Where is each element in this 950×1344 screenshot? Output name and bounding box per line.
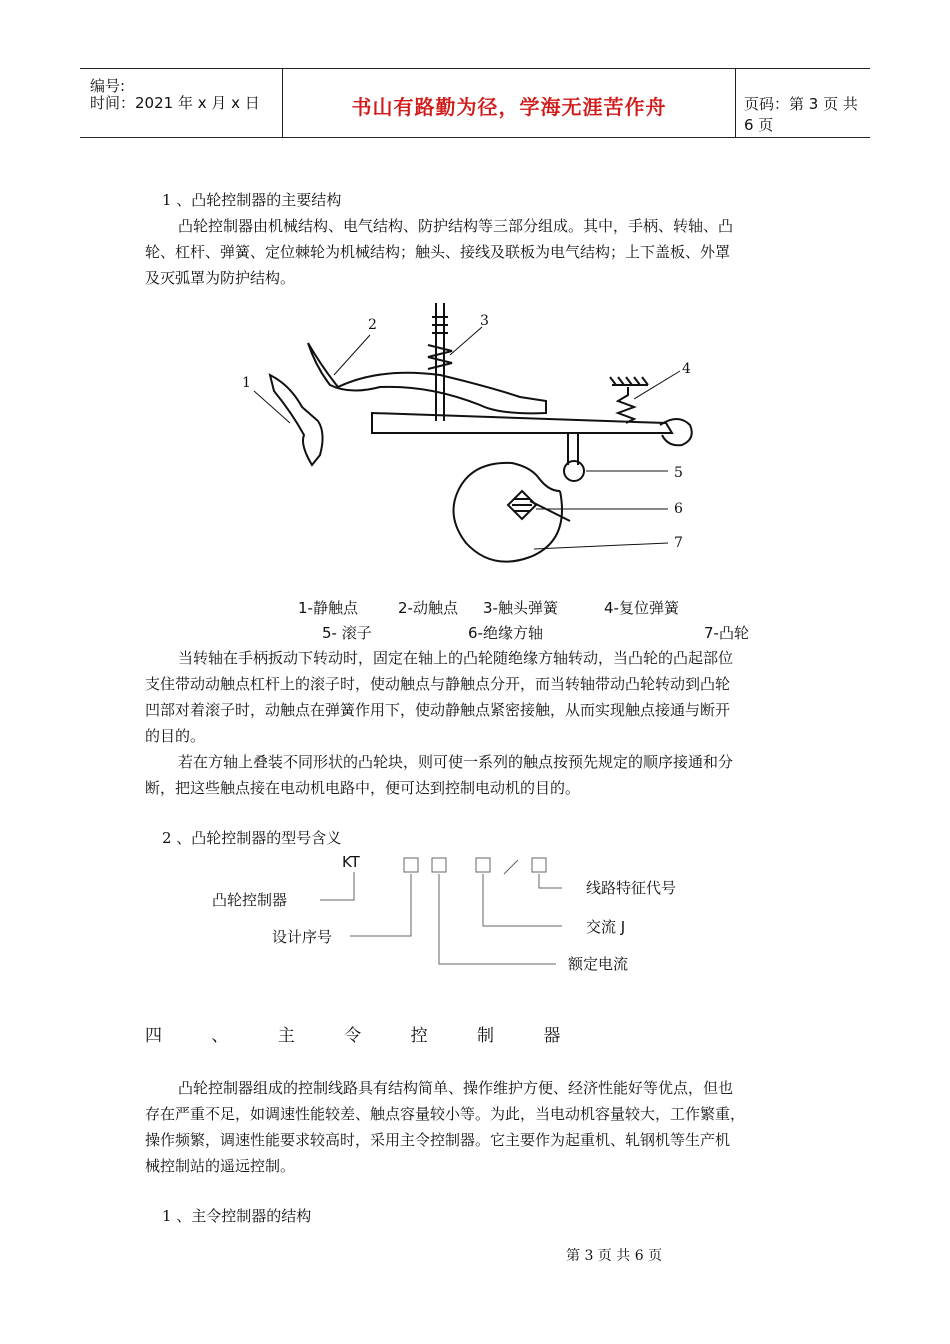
model-label-design: 设计序号: [272, 928, 333, 946]
para-line: 操作频繁，调速性能要求较高时，采用主令控制器。它主要作为起重机、轧钢机等生产机: [145, 1131, 731, 1149]
caption-item: 6-绝缘方轴: [468, 624, 543, 642]
leader-line-7: [534, 543, 668, 549]
leader-line-3: [450, 327, 482, 355]
caption-item: 2-动触点: [398, 599, 458, 617]
roller-shape: [564, 461, 584, 481]
para-line: 断，把这些触点接在电动机电路中，便可达到控制电动机的目的。: [145, 779, 581, 797]
motto-text: 书山有路勤为径，学海无涯苦作舟: [351, 95, 667, 119]
shaft-hatch: [512, 499, 532, 511]
para-line: 械控制站的遥远控制。: [145, 1157, 296, 1175]
figure-label-3: 3: [480, 313, 489, 329]
contact-spring-shape: [428, 345, 452, 369]
leader-current: [439, 874, 556, 964]
cam-controller-diagram: [230, 295, 720, 585]
section1-heading: 1 、凸轮控制器的主要结构: [162, 191, 342, 209]
figure-label-6: 6: [674, 501, 683, 517]
header-page-cell: [736, 69, 870, 137]
model-label-current: 额定电流: [568, 955, 629, 973]
leader-kt: [320, 872, 354, 900]
figure-label-7: 7: [674, 535, 683, 551]
figure-label-1: 1: [242, 375, 251, 391]
figure-label-4: 4: [682, 361, 691, 377]
caption-item: 7-凸轮: [704, 624, 749, 642]
spring-ground-shape: [610, 377, 648, 385]
leader-line-2: [334, 335, 370, 375]
model-box-1: [404, 858, 418, 872]
doc-number-label: 编号:: [90, 77, 126, 95]
doc-time-label: 时间：2021 年 x 月 x 日: [90, 94, 260, 112]
header-table: [80, 68, 870, 138]
section4-heading: 四 、 主 令 控 制 器: [145, 1026, 583, 1046]
para-line: 的目的。: [145, 727, 206, 745]
section1-para-line: 轮、杠杆、弹簧、定位棘轮为机械结构；触头、接线及联板为电气结构；上下盖板、外罩: [145, 243, 731, 261]
para-line: 当转轴在手柄扳动下转动时，固定在轴上的凸轮随绝缘方轴转动，当凸轮的凸起部位: [178, 649, 734, 667]
caption-item: 5- 滚子: [322, 624, 372, 642]
caption-item: 1-静触点: [298, 599, 358, 617]
section2-heading: 2 、凸轮控制器的型号含义: [162, 829, 342, 847]
moving-contact-shape: [308, 343, 546, 413]
model-slash: [504, 860, 518, 874]
header-motto-cell: [282, 69, 736, 137]
model-box-4: [532, 858, 546, 872]
leader-design: [350, 874, 411, 936]
section4-sub-heading: 1 、主令控制器的结构: [162, 1207, 312, 1225]
leader-line-1: [254, 391, 290, 423]
model-box-3: [476, 858, 490, 872]
model-label-line: 线路特征代号: [586, 879, 677, 897]
static-contact-shape: [270, 375, 323, 465]
para-line: 支住带动动触点杠杆上的滚子时，使动触点与静触点分开，而当转轴带动凸轮转动到凸轮: [145, 675, 731, 693]
cam-shape: [454, 463, 563, 562]
model-prefix: KT: [342, 853, 360, 871]
figure-label-5: 5: [674, 465, 683, 481]
page-code-label: 页码：第 3 页 共 6 页: [744, 95, 858, 134]
para-line: 凹部对着滚子时，动触点在弹簧作用下，使动静触点紧密接触，从而实现触点接通与断开: [145, 701, 731, 719]
para-line: 凸轮控制器组成的控制线路具有结构简单、操作维护方便、经济性能好等优点，但也: [178, 1079, 734, 1097]
section1-para-line: 凸轮控制器由机械结构、电气结构、防护结构等三部分组成。其中，手柄、转轴、凸: [178, 217, 734, 235]
figure-label-2: 2: [368, 317, 377, 333]
model-label-ac: 交流 J: [586, 918, 626, 936]
caption-item: 4-复位弹簧: [604, 599, 679, 617]
leader-line: [539, 874, 562, 888]
leader-ac: [483, 874, 562, 926]
model-box-2: [432, 858, 446, 872]
footer-page-number: 第 3 页 共 6 页: [566, 1248, 663, 1264]
caption-item: 3-触头弹簧: [483, 599, 558, 617]
para-line: 存在严重不足，如调速性能较差、触点容量较小等。为此，当电动机容量较大，工作繁重，: [145, 1105, 746, 1123]
para-line: 若在方轴上叠装不同形状的凸轮块，则可使一系列的触点按预先规定的顺序接通和分: [178, 753, 734, 771]
section1-para-line: 及灭弧罩为防护结构。: [145, 269, 296, 287]
model-label-kt: 凸轮控制器: [212, 891, 288, 909]
header-meta-cell: [80, 69, 282, 137]
reset-spring-shape: [618, 387, 634, 423]
